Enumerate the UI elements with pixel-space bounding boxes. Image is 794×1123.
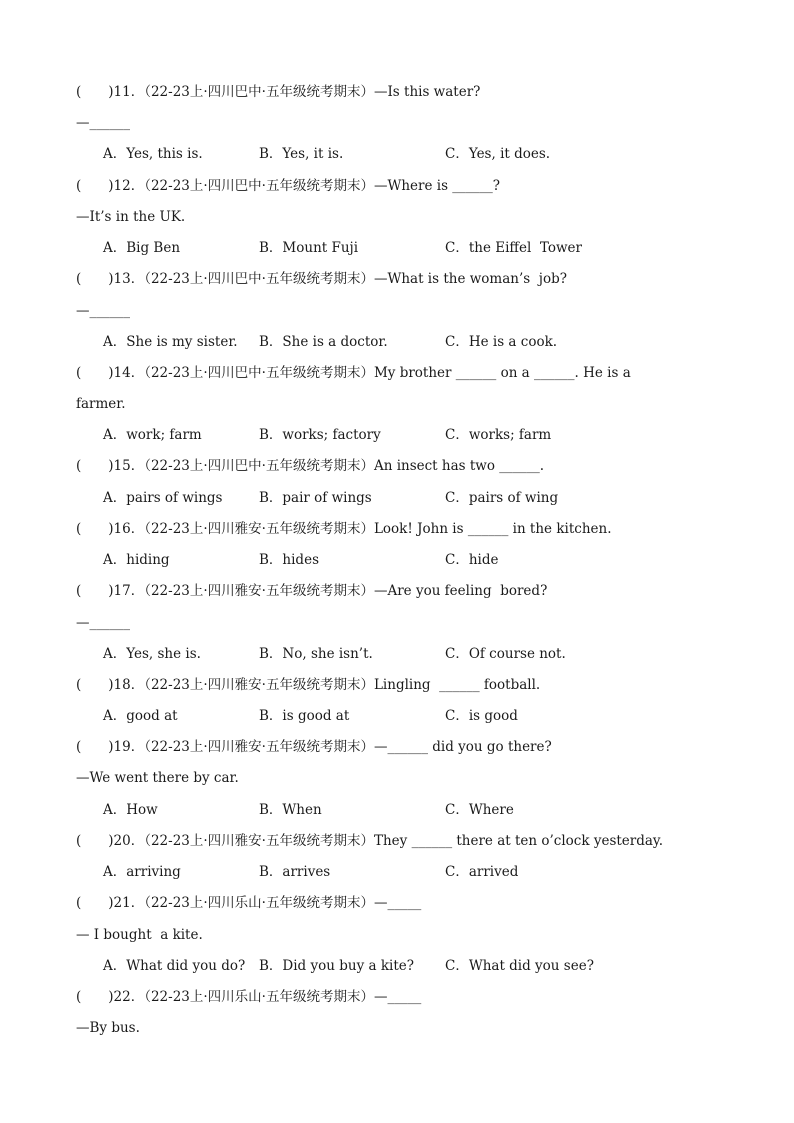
question-13-stem: ( )13．（22-23上·四川巴中·五年级统考期末）—What is the woman’s job? xyxy=(76,271,567,287)
question-11-stem: ( )11．（22-23上·四川巴中·五年级统考期末）—Is this water? xyxy=(76,84,481,100)
question-12-option-b: B．Mount Fuji xyxy=(259,240,359,256)
question-20-option-b: B．arrives xyxy=(259,864,331,880)
question-12-option-c: C．the Eiffel Tower xyxy=(445,240,582,256)
question-20-stem: ( )20．（22-23上·四川雅安·五年级统考期末）They ______ there at ten o’clock yesterday. xyxy=(76,833,664,849)
question-12-option-a: A．Big Ben xyxy=(103,240,181,256)
question-19-option-c: C．Where xyxy=(445,802,514,818)
question-12-answer-line: —It’s in the UK. xyxy=(76,209,186,225)
question-14-stem: ( )14．（22-23上·四川巴中·五年级统考期末）My brother ______ on a ______. He is a xyxy=(76,365,631,381)
question-21-option-b: B．Did you buy a kite? xyxy=(259,958,414,974)
question-21-option-c: C．What did you see? xyxy=(445,958,594,974)
question-18-stem: ( )18．（22-23上·四川雅安·五年级统考期末）Lingling ______ football. xyxy=(76,677,541,693)
question-18-option-c: C．is good xyxy=(445,708,518,724)
question-15-option-c: C．pairs of wing xyxy=(445,490,559,506)
question-15-stem: ( )15．（22-23上·四川巴中·五年级统考期末）An insect has two ______. xyxy=(76,458,545,474)
question-19-option-a: A．How xyxy=(103,802,158,818)
question-19-stem: ( )19．（22-23上·四川雅安·五年级统考期末）—______ did you go there? xyxy=(76,739,552,755)
question-17-option-c: C．Of course not. xyxy=(445,646,566,662)
question-15-option-b: B．pair of wings xyxy=(259,490,372,506)
question-11-option-b: B．Yes, it is. xyxy=(259,146,344,162)
question-14-answer-line: farmer. xyxy=(76,396,126,412)
question-21-stem: ( )21．（22-23上·四川乐山·五年级统考期末）—_____ xyxy=(76,895,422,911)
question-19-answer-line: —We went there by car. xyxy=(76,770,239,786)
question-11-answer-line: —______ xyxy=(76,115,130,131)
question-13-option-a: A．She is my sister. xyxy=(103,334,238,350)
question-18-option-b: B．is good at xyxy=(259,708,350,724)
question-17-option-b: B．No, she isn’t. xyxy=(259,646,373,662)
question-21-option-a: A．What did you do? xyxy=(103,958,246,974)
question-16-option-b: B．hides xyxy=(259,552,319,568)
question-19-option-b: B．When xyxy=(259,802,322,818)
question-16-stem: ( )16．（22-23上·四川雅安·五年级统考期末）Look! John is ______ in the kitchen. xyxy=(76,521,612,537)
question-18-option-a: A．good at xyxy=(103,708,178,724)
question-13-option-c: C．He is a cook. xyxy=(445,334,558,350)
question-14-option-c: C．works; farm xyxy=(445,427,552,443)
question-16-option-a: A．hiding xyxy=(103,552,170,568)
question-20-option-a: A．arriving xyxy=(103,864,181,880)
question-16-option-c: C．hide xyxy=(445,552,499,568)
question-11-option-c: C．Yes, it does. xyxy=(445,146,551,162)
question-13-answer-line: —______ xyxy=(76,303,130,319)
question-15-option-a: A．pairs of wings xyxy=(103,490,223,506)
question-12-stem: ( )12．（22-23上·四川巴中·五年级统考期末）—Where is ______? xyxy=(76,178,501,194)
question-14-option-b: B．works; factory xyxy=(259,427,381,443)
question-21-answer-line: — I bought a kite. xyxy=(76,927,203,943)
question-20-option-c: C．arrived xyxy=(445,864,519,880)
question-17-answer-line: —______ xyxy=(76,615,130,631)
question-17-stem: ( )17．（22-23上·四川雅安·五年级统考期末）—Are you feeling bored? xyxy=(76,583,548,599)
question-13-option-b: B．She is a doctor. xyxy=(259,334,388,350)
question-17-option-a: A．Yes, she is. xyxy=(103,646,201,662)
question-22-answer-line: —By bus. xyxy=(76,1020,140,1036)
question-11-option-a: A．Yes, this is. xyxy=(103,146,203,162)
question-14-option-a: A．work; farm xyxy=(103,427,202,443)
question-22-stem: ( )22．（22-23上·四川乐山·五年级统考期末）—_____ xyxy=(76,989,422,1005)
